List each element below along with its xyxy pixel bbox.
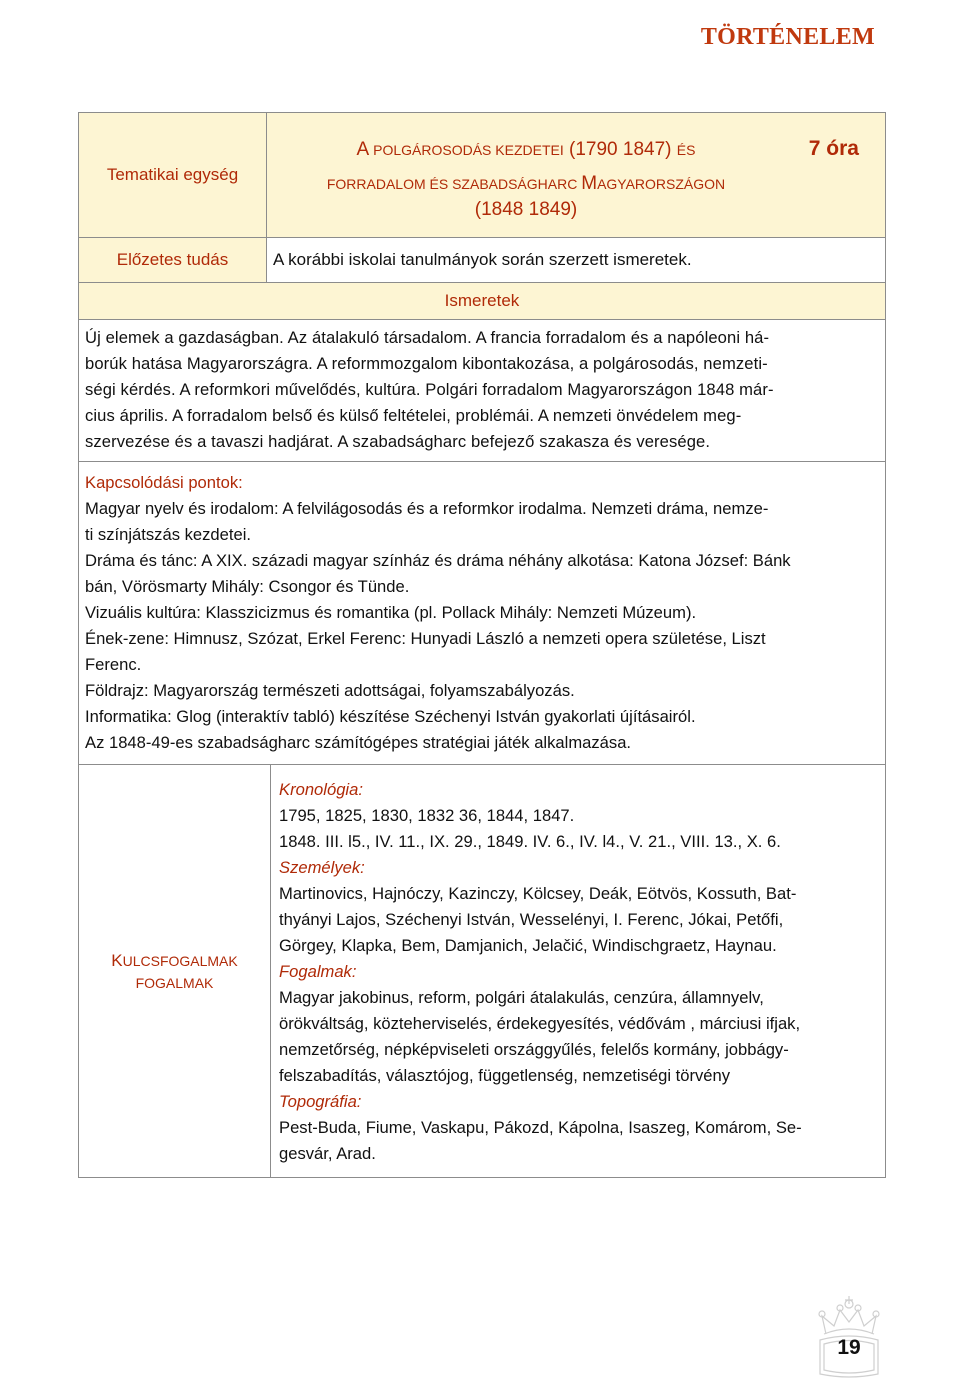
unit-row [79, 113, 885, 238]
connections-line: bán, Vörösmarty Mihály: Csongor és Tünde. [85, 577, 410, 596]
concepts-line: nemzetőrség, népképviseleti országgyűlés, felelős kormány, jobbágy- [279, 1040, 789, 1059]
curriculum-table [78, 112, 886, 1178]
unit-hours: 7 óra [808, 137, 859, 160]
chronology-line: 1848. III. l5., IV. 11., IX. 29., 1849. IV. 6., IV. l4., V. 21., VIII. 13., X. 6. [279, 832, 781, 851]
chronology-heading: Kronológia: [279, 780, 363, 799]
concepts-heading: Fogalmak: [279, 962, 357, 981]
topography-heading: Topográfia: [279, 1092, 362, 1111]
connections-line: ti színjátszás kezdetei. [85, 525, 252, 544]
prerequisites-value: A korábbi iskolai tanulmányok során szerzett ismeretek. [273, 250, 692, 269]
unit-title-line2: FORRADALOM ÉS SZABADSÁGHARC MAGYARORSZÁGON [326, 173, 726, 194]
topography-line: gesvár, Arad. [279, 1144, 376, 1163]
knowledge-heading: Ismeretek [79, 283, 885, 320]
connections-line: Ének-zene: Himnusz, Szózat, Erkel Ferenc: Hunyadi László a nemzeti opera születése, Liszt [85, 629, 766, 648]
topography-line: Pest-Buda, Fiume, Vaskapu, Pákozd, Kápolna, Isaszeg, Komárom, Se- [279, 1118, 802, 1137]
persons-line: Görgey, Klapka, Bem, Damjanich, Jelačić, Windischgraetz, Haynau. [279, 936, 777, 955]
concepts-line: örökváltság, közteherviselés, érdekegyesítés, védővám , márciusi ifjak, [279, 1014, 801, 1033]
concepts-line: Magyar jakobinus, reform, polgári átalakulás, cenzúra, államnyelv, [279, 988, 764, 1007]
knowledge-line: ségi kérdés. A reformkori művelődés, kultúra. Polgári forradalom Magyarországon 1848 már- [85, 380, 774, 399]
connections-line: Informatika: Glog (interaktív tabló) készítése Széchenyi István gyakorlati újításairól. [85, 707, 696, 726]
keyconcepts-row [79, 765, 885, 1177]
persons-line: thyányi Lajos, Széchenyi István, Wesselényi, I. Ferenc, Jókai, Petőfi, [279, 910, 784, 929]
unit-title-line3: (1848 1849) [474, 199, 578, 220]
connections-section [79, 462, 885, 765]
connections-line: Ferenc. [85, 655, 142, 674]
connections-line: Dráma és tánc: A XIX. századi magyar színház és dráma néhány alkotása: Katona József: Bánk [85, 551, 791, 570]
page-number: 19 [837, 1336, 861, 1359]
connections-line: Vizuális kultúra: Klasszicizmus és romantika (pl. Pollack Mihály: Nemzeti Múzeum). [85, 603, 697, 622]
persons-line: Martinovics, Hajnóczy, Kazinczy, Kölcsey, Deák, Eötvös, Kossuth, Bat- [279, 884, 797, 903]
connections-heading: Kapcsolódási pontok: [85, 473, 243, 492]
persons-heading: Személyek: [279, 858, 365, 877]
keyconcepts-content [271, 765, 885, 1177]
page-header-title: TÖRTÉNELEM [700, 24, 875, 50]
unit-title-line1: A POLGÁROSODÁS KEZDETEI (1790 1847) ÉS [356, 139, 696, 160]
page-number-badge [812, 1296, 886, 1380]
connections-line: Magyar nyelv és irodalom: A felvilágosodás és a reformkor irodalma. Nemzeti dráma, nemze- [85, 499, 769, 518]
knowledge-line: szervezése és a tavaszi hadjárat. A szabadságharc befejező szakasza és veresége. [85, 432, 711, 451]
knowledge-text [79, 320, 885, 462]
unit-title [267, 113, 885, 237]
connections-line: Az 1848-49-es szabadságharc számítógépes stratégiai játék alkalmazása. [85, 733, 632, 752]
knowledge-line: Új elemek a gazdaságban. Az átalakuló társadalom. A francia forradalom és a napóleoni há- [85, 328, 770, 347]
keyconcepts-label: KULCSFOGALMAK FOGALMAK [79, 765, 271, 1177]
prerequisites-label: Előzetes tudás [79, 238, 267, 282]
concepts-line: felszabadítás, választójog, függetlenség, nemzetiségi törvény [279, 1066, 731, 1085]
knowledge-line: borúk hatása Magyarországra. A reformmozgalom kibontakozása, a polgárosodás, nemzeti- [85, 354, 768, 373]
connections-line: Földrajz: Magyarország természeti adottságai, folyamszabályozás. [85, 681, 575, 700]
prerequisites-row [79, 238, 885, 283]
chronology-line: 1795, 1825, 1830, 1832 36, 1844, 1847. [279, 806, 575, 825]
unit-label: Tematikai egység [79, 113, 267, 237]
knowledge-line: cius április. A forradalom belső és külső feltételei, problémái. A nemzeti önvédelem meg- [85, 406, 742, 425]
